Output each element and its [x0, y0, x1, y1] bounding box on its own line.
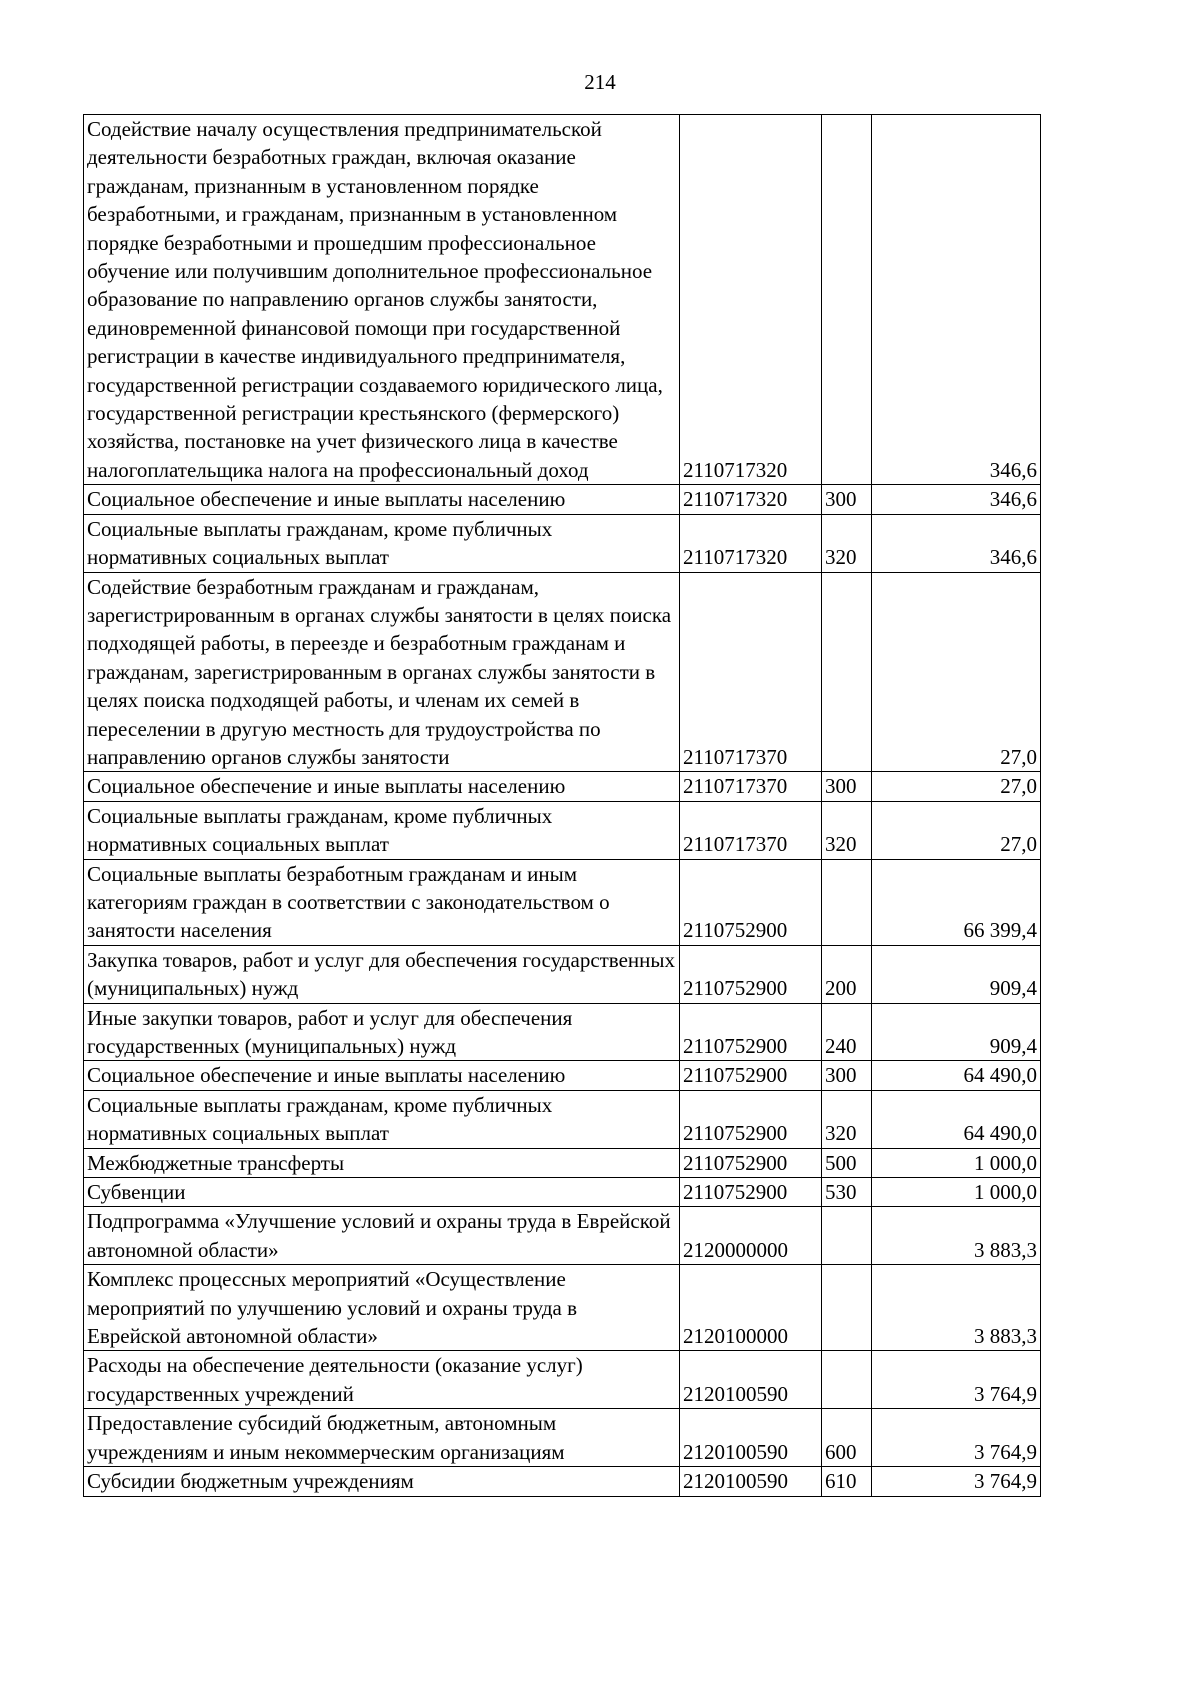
table-row	[84, 1351, 1041, 1409]
row-expense-type: 320	[822, 1090, 872, 1148]
row-target-code: 2110752900	[680, 1090, 822, 1148]
row-description: Иные закупки товаров, работ и услуг для обеспечения государственных (муниципальных) нужд	[84, 1003, 680, 1061]
table-row	[84, 1061, 1041, 1090]
table-row	[84, 1207, 1041, 1265]
row-description: Комплекс процессных мероприятий «Осуществление мероприятий по улучшению условий и охраны труда в Еврейской автономной области»	[84, 1265, 680, 1351]
table-row	[84, 514, 1041, 572]
budget-table-body	[84, 115, 1041, 1497]
row-target-code: 2120000000	[680, 1207, 822, 1265]
page-number: 214	[584, 70, 616, 94]
row-target-code: 2110752900	[680, 1148, 822, 1177]
row-expense-type	[822, 1265, 872, 1351]
table-row	[84, 1409, 1041, 1467]
row-expense-type: 530	[822, 1178, 872, 1207]
row-target-code: 2120100590	[680, 1409, 822, 1467]
row-description: Подпрограмма «Улучшение условий и охраны труда в Еврейской автономной области»	[84, 1207, 680, 1265]
row-target-code: 2110752900	[680, 945, 822, 1003]
table-row	[84, 1003, 1041, 1061]
row-description: Социальные выплаты гражданам, кроме публичных нормативных социальных выплат	[84, 1090, 680, 1148]
row-expense-type: 610	[822, 1467, 872, 1496]
row-description: Содействие началу осуществления предпринимательской деятельности безработных граждан, включая оказание гражданам, признанным в установленном порядке безработными, и гражданам, признанным в установленном порядке безработными и прошедшим профессиональное обучение или получившим дополнительное профессиональное образование по направлению органов службы занятости, единовременной финансовой помощи при государственной регистрации в качестве индивидуального предпринимателя, государственной регистрации создаваемого юридического лица, государственной регистрации крестьянского (фермерского) хозяйства, постановке на учет физического лица в качестве налогоплательщика налога на профессиональный доход	[84, 115, 680, 485]
row-expense-type: 320	[822, 514, 872, 572]
row-expense-type: 200	[822, 945, 872, 1003]
row-description: Субвенции	[84, 1178, 680, 1207]
table-row	[84, 572, 1041, 772]
row-expense-type	[822, 1207, 872, 1265]
row-description: Социальное обеспечение и иные выплаты населению	[84, 1061, 680, 1090]
row-expense-type	[822, 1351, 872, 1409]
row-amount: 64 490,0	[872, 1090, 1041, 1148]
table-row	[84, 801, 1041, 859]
row-expense-type: 300	[822, 1061, 872, 1090]
row-target-code: 2110717320	[680, 115, 822, 485]
row-description: Субсидии бюджетным учреждениям	[84, 1467, 680, 1496]
row-amount: 3 764,9	[872, 1409, 1041, 1467]
row-amount: 1 000,0	[872, 1178, 1041, 1207]
table-row	[84, 485, 1041, 514]
row-amount: 27,0	[872, 801, 1041, 859]
row-expense-type	[822, 115, 872, 485]
table-row	[84, 1467, 1041, 1496]
row-target-code: 2110752900	[680, 1003, 822, 1061]
row-amount: 3 764,9	[872, 1351, 1041, 1409]
table-row	[84, 859, 1041, 945]
row-expense-type	[822, 859, 872, 945]
row-amount: 346,6	[872, 485, 1041, 514]
table-row	[84, 772, 1041, 801]
budget-table	[83, 114, 1041, 1497]
table-row	[84, 115, 1041, 485]
row-amount: 1 000,0	[872, 1148, 1041, 1177]
row-amount: 64 490,0	[872, 1061, 1041, 1090]
row-amount: 346,6	[872, 115, 1041, 485]
row-expense-type: 300	[822, 772, 872, 801]
row-description: Социальные выплаты гражданам, кроме публичных нормативных социальных выплат	[84, 801, 680, 859]
row-description: Социальные выплаты гражданам, кроме публичных нормативных социальных выплат	[84, 514, 680, 572]
row-target-code: 2110717370	[680, 772, 822, 801]
row-description: Предоставление субсидий бюджетным, автономным учреждениям и иным некоммерческим организациям	[84, 1409, 680, 1467]
row-amount: 3 883,3	[872, 1207, 1041, 1265]
table-row	[84, 1265, 1041, 1351]
row-amount: 3 883,3	[872, 1265, 1041, 1351]
row-description: Социальное обеспечение и иные выплаты населению	[84, 485, 680, 514]
row-target-code: 2110752900	[680, 1178, 822, 1207]
row-description: Межбюджетные трансферты	[84, 1148, 680, 1177]
row-amount: 27,0	[872, 772, 1041, 801]
row-target-code: 2110717370	[680, 801, 822, 859]
row-description: Закупка товаров, работ и услуг для обеспечения государственных (муниципальных) нужд	[84, 945, 680, 1003]
row-expense-type	[822, 572, 872, 772]
row-description: Расходы на обеспечение деятельности (оказание услуг) государственных учреждений	[84, 1351, 680, 1409]
row-target-code: 2120100000	[680, 1265, 822, 1351]
row-expense-type: 600	[822, 1409, 872, 1467]
row-amount: 909,4	[872, 1003, 1041, 1061]
table-row	[84, 1090, 1041, 1148]
row-description: Социальное обеспечение и иные выплаты населению	[84, 772, 680, 801]
table-row	[84, 945, 1041, 1003]
table-row	[84, 1148, 1041, 1177]
row-target-code: 2110752900	[680, 1061, 822, 1090]
row-amount: 346,6	[872, 514, 1041, 572]
row-expense-type: 500	[822, 1148, 872, 1177]
row-description: Социальные выплаты безработным гражданам и иным категориям граждан в соответствии с законодательством о занятости населения	[84, 859, 680, 945]
row-expense-type: 240	[822, 1003, 872, 1061]
row-amount: 66 399,4	[872, 859, 1041, 945]
row-target-code: 2110717320	[680, 514, 822, 572]
row-description: Содействие безработным гражданам и гражданам, зарегистрированным в органах службы занятости в целях поиска подходящей работы, в переезде и безработным гражданам и гражданам, зарегистрированным в органах службы занятости в целях поиска подходящей работы, и членам их семей в переселении в другую местность для трудоустройства по направлению органов службы занятости	[84, 572, 680, 772]
row-expense-type: 320	[822, 801, 872, 859]
row-target-code: 2120100590	[680, 1351, 822, 1409]
row-amount: 27,0	[872, 572, 1041, 772]
row-target-code: 2120100590	[680, 1467, 822, 1496]
row-expense-type: 300	[822, 485, 872, 514]
row-target-code: 2110717370	[680, 572, 822, 772]
row-target-code: 2110752900	[680, 859, 822, 945]
table-row	[84, 1178, 1041, 1207]
row-target-code: 2110717320	[680, 485, 822, 514]
row-amount: 909,4	[872, 945, 1041, 1003]
row-amount: 3 764,9	[872, 1467, 1041, 1496]
